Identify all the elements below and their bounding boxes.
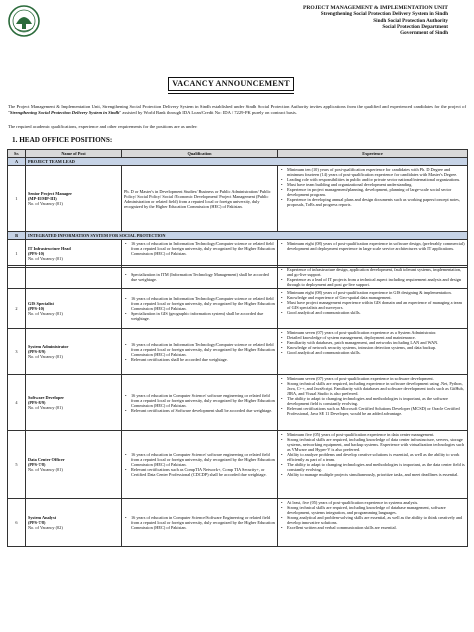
post-title: GIS Specialist [28,301,54,306]
table-row [8,266,468,289]
row-post [26,166,122,232]
list-item: • 16 years of education in Computer Science/ software engineering or related field from a reputed local or foreign university, duly recognized by the Higher Education Commission (HEC) of Pakistan. [124,393,275,408]
post-scale: (PPS-7/8) [28,462,46,467]
post-title: Software Developer [28,395,65,400]
table-row [8,240,468,268]
list-item: • 16 years of education in Information Technology/Computer science or related field from a reputed local or foreign university, duly recognized by the Higher Education Commission (HEC) of Pakistan. [124,241,275,256]
list-item: • Good analytical and communication skills. [280,350,465,355]
list-item: • Must have project management experience within GIS domain and an experience of managing a team of GIS specialists and surveyors. [280,300,465,310]
list-item: • Relevant certifications of Software development shall be accorded due weightage. [124,408,275,413]
row-sr: 1 [8,166,26,232]
category-letter: B [8,232,26,240]
post-vacancy: No. of Vacancy (02) [28,525,63,530]
government-seal-logo [6,4,42,38]
experience-list [280,500,465,530]
qualification-list [124,342,275,362]
category-title: PROJECT TEAM LEAD [26,158,468,166]
list-item: • 16 years of education in Computer Science/Software Engineering or related field from a reputed local or foreign university, duly recognized by the Higher Education Commission (HEC) of Pakistan. [124,515,275,530]
qualification-list [124,241,275,256]
category-row-a [8,158,468,166]
post-title: System Administrator [28,344,69,349]
column-header-sr: Sr. [8,150,26,158]
list-item: • 16 years of education in Computer Science/ software engineering or related field from a reputed local or foreign university, duly recognized by the Higher Education Commission (HEC) of Pakistan. [124,452,275,467]
list-item: • Strong technical skills are required, including experience in software development using .Net, Python, Java, C++, and JavaScript. Familiarity with databases and software development tools such as GitHub, JIRA, and Visual Studio is also preferred. [280,381,465,396]
row-qualification [122,375,278,431]
category-letter: A [8,158,26,166]
row-sr: 2 [8,289,26,329]
title-underline [168,93,294,94]
row-post [26,329,122,375]
post-vacancy: No. of Vacancy (01) [28,311,63,316]
row-experience [278,375,468,431]
row-sr: 5 [8,431,26,499]
list-item: • Minimum eight (08) years of post-qualification experience in GIS designing & implementation. [280,290,465,295]
row-post [26,431,122,499]
post-vacancy: No. of Vacancy (01) [28,256,63,261]
list-item: • Minimum eight (08) years of post-qualification experience in software design, (preferably commercial) development and deployment experience in large scale service architectures with IT applications. [280,241,465,251]
experience-list [280,432,465,477]
qualification-list [124,393,275,413]
list-item: • Experience in developing annual plans and design documents such as working papers/concept notes, proposals, ToRs and progress reports. [280,197,465,207]
list-item: • Ability to analyze problems and develop creative solutions is essential, as well as the ability to work efficiently as part of a team. [280,452,465,462]
list-item: • Minimum seven (07) years of post-qualification experience in software development. [280,376,465,381]
list-item: • Leading role with responsibilities in public and/or private sector national/international organizations. [280,177,465,182]
row-post [26,289,122,329]
post-scale: (PPS-8/9) [28,400,46,405]
list-item: • Knowledge of network security systems, intrusion detection systems, and data backup. [280,345,465,350]
list-item: • Detailed knowledge of system management, deployment and maintenance. [280,335,465,340]
list-item: • The ability to adapt to changing technologies and methodologies is important, as the data center field is constantly evolving. [280,462,465,472]
list-item: • Minimum ten (10) years of post-qualification experience for candidates with Ph. D Degree and minimum fourteen (14) years of post-qualification experience for candidates with Master's Degree. [280,167,465,177]
list-item: • Strong technical skills are required, including knowledge of data center infrastructure, servers, storage systems, networking equipment, and backup systems. Experience with virtualization technologies such as VMware and Hyper-V is also preferred. [280,437,465,452]
post-scale: (PPS-10) [28,306,45,311]
table-row [8,499,468,547]
qualification-list [124,272,275,282]
experience-list [280,290,465,315]
row-post [26,375,122,431]
list-item: • Relevant certifications such as CompTIA Network+, Comp TIA Security+, or Certified Data Center Professional (CDCDP) shall be accorded due weightage. [124,467,275,477]
post-title: IT Infrastructure Head [28,246,71,251]
experience-list [280,376,465,416]
department-name: Social Protection Department [382,23,448,30]
row-sr: 6 [8,499,26,547]
table-header-row [8,150,468,158]
experience-list [280,241,465,251]
experience-list [280,267,465,287]
row-qualification [122,329,278,375]
experience-list [280,330,465,355]
row-post [26,499,122,547]
authority-name: Sindh Social Protection Authority [373,17,448,24]
list-item: • The ability to adapt to changing technologies and methodologies is important, as the software development field is constantly evolving. [280,396,465,406]
column-header-experience: Experience [278,150,468,158]
row-experience [278,329,468,375]
list-item: • Experience in project management/planning, development, planning of large-scale social sector development program. [280,187,465,197]
row-experience [278,166,468,232]
column-header-post: Name of Post [26,150,122,158]
list-item: • Familiarity with databases, patch management, and networks including LAN and WAN. [280,340,465,345]
intro-project-name: Strengthening Social Protection Delivery System in Sindh [9,110,120,115]
table-row [8,329,468,375]
row-sr: 4 [8,375,26,431]
list-item: • Strong analytical and problem-solving skills are essential, as well as the ability to think creatively and develop innovative solutions. [280,515,465,525]
post-title: Data Center Officer [28,457,65,462]
experience-list [280,167,465,207]
vacancy-table-head-office [7,149,468,268]
vacancy-table-continued [7,265,468,547]
list-item: • Experience as a lead of IT projects from a technical aspect including requirement analysis and design through to deployment and post go-live support. [280,277,465,287]
intro-text-a: The Project Management & Implementation Unit, Strengthening Social Protection Delivery System in Sindh established under Sindh Social Protection Authority invites applications from the qualified and experienced candidates for the project of " [8,104,466,115]
post-scale: (PPS-10) [28,251,45,256]
intro-text-b: " assisted by World Bank through IDA Loan/Credit No: IDA / 7229-PK purely on contract basis. [119,110,297,115]
list-item: • At least, five (05) years of post-qualification experience in systems analysis. [280,500,465,505]
row-qualification [122,289,278,329]
table-row [8,375,468,431]
post-scale: (PPS-8/9) [28,349,46,354]
post-vacancy: No. of Vacancy (01) [28,354,63,359]
qualification-list [124,452,275,477]
row-qualification: Ph. D or Master's in Development Studies/ Business or Public Administration/ Public Policy/ Social Policy/ Social /Economic Development/ Project Management (Public Administration or related field) from a reputed local or foreign university, duly recognized by the Higher Education Commission (HEC) of Pakistan. [122,166,278,232]
post-scale: (MP-II/MP-III) [28,196,57,201]
row-experience [278,431,468,499]
project-name: Strengthening Social Protection Delivery System in Sindh [320,11,448,18]
section-heading: 1. HEAD OFFICE POSITIONS: [12,136,113,144]
list-item: • Good analytical and communication skills. [280,310,465,315]
row-sr: 1 [8,240,26,268]
table-body [8,266,468,547]
list-item: • Strong technical skills are required, including knowledge of database management, software development, systems integration, and programming languages. [280,505,465,515]
post-vacancy: No. of Vacancy (01) [28,201,63,206]
row-experience [278,499,468,547]
requirements-note: The required academic qualifications, experience and other requirements for the positions are as under: [8,124,198,129]
list-item: • Experience of infrastructure design, application development, fault tolerant systems, implementation, and go-live support. [280,267,465,277]
row-experience [278,240,468,268]
row-qualification [122,240,278,268]
list-item: • Specialization in ITM (Information Technology Management) shall be accorded due weightage. [124,272,275,282]
list-item: • Relevant certifications shall be accorded due weightage. [124,357,275,362]
list-item: • Minimum five (05) years of post-qualification experience in data center management. [280,432,465,437]
page-title: VACANCY ANNOUNCEMENT [168,77,294,91]
row-post [26,240,122,268]
row-sr: 3 [8,329,26,375]
table-row [8,431,468,499]
list-item: • Ability to manage multiple projects simultaneously, prioritize tasks, and meet deadlines is essential. [280,472,465,477]
organization-header [303,5,448,36]
list-item: • Relevant certifications such as Microsoft Certified Solutions Developer (MCSD) or Oracle Certified Professional, Java SE 11 Developer, would be an added advantage. [280,406,465,416]
unit-name: PROJECT MANAGEMENT & IMPLEMENTATION UNIT [302,5,448,11]
table-row [8,166,468,232]
post-vacancy: No. of Vacancy (01) [28,405,63,410]
list-item: • Must have team building and organizational development understanding. [280,182,465,187]
intro-paragraph [8,104,466,116]
government-name: Government of Sindh [400,30,448,37]
row-qualification [122,266,278,289]
list-item: • Minimum seven (07) years of post-qualification experience as a System Administrator. [280,330,465,335]
post-title: Senior Project Manager [28,191,72,196]
column-header-qualification: Qualification [122,150,278,158]
category-title: INTEGRATED INFORMATION SYSTEM FOR SOCIAL PROTECTION [26,232,468,240]
list-item: • Knowledge and experience of Geo-spatial data management. [280,295,465,300]
row-experience [278,289,468,329]
post-vacancy: No. of Vacancy (01) [28,467,63,472]
row-qualification [122,499,278,547]
row-post [26,266,122,289]
row-sr [8,266,26,289]
row-qualification [122,431,278,499]
list-item: • 16 years of education in Information Technology/Computer science or related field from a reputed local or foreign university, duly recognized by the Higher Education Commission (HEC) of Pakistan. [124,342,275,357]
list-item: • Specialization in GIS (geographic information system) shall be accorded due weightage. [124,311,275,321]
qualification-list [124,515,275,530]
list-item: • Excellent written and verbal communication skills are essential. [280,525,465,530]
category-row-b [8,232,468,240]
row-experience [278,266,468,289]
table-row [8,289,468,329]
list-item: • 16 years of education in Information Technology/Computer science or related field from a reputed local or foreign university, duly recognized by the Higher Education Commission (HEC) of Pakistan. [124,296,275,311]
post-scale: (PPS-7/8) [28,520,46,525]
qualification-list [124,296,275,321]
post-title: System Analyst [28,515,57,520]
